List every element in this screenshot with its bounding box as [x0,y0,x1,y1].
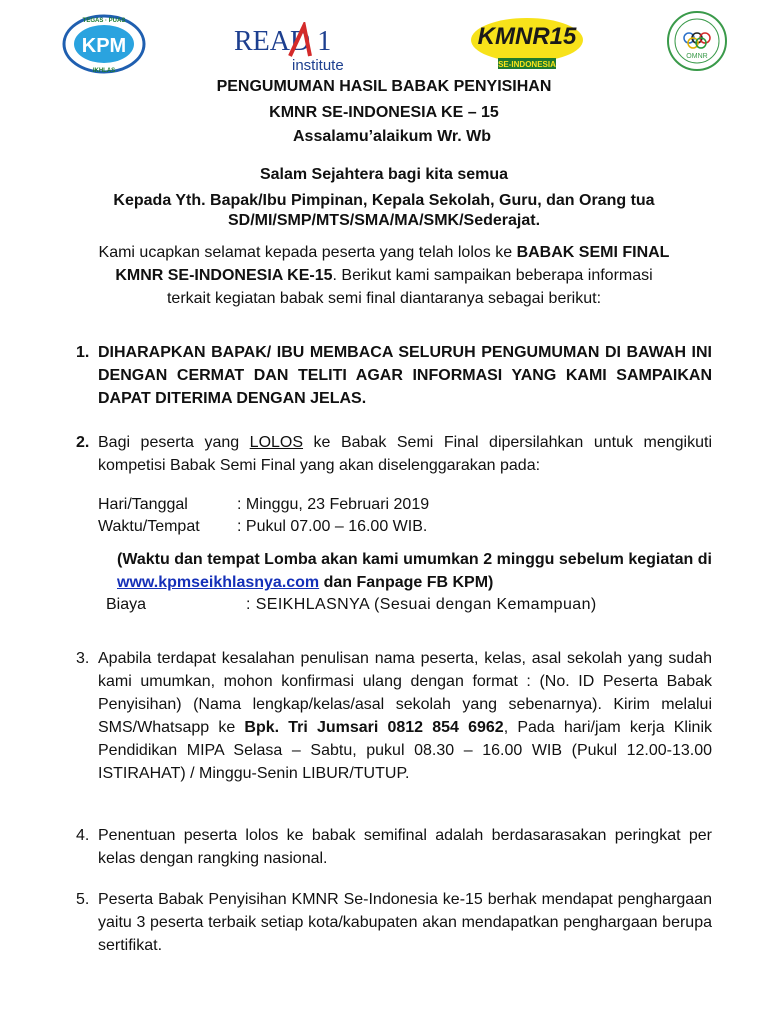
kpm-logo [60,10,148,76]
announcement-subtitle: KMNR SE-INDONESIA KE – 15 [269,104,499,121]
kmnr-logo-text: KMNR15 [477,23,577,50]
kpm-logo-text: KPM [81,35,127,57]
logo-bar [0,0,768,85]
item-4-text: Penentuan peserta lolos ke babak semifinal adalah berdasarasakan peringkat per kelas dengan rangking nasional. [98,827,712,867]
waktu-value: : Pukul 07.00 – 16.00 WIB. [237,518,428,535]
intro-line-2-bold: KMNR SE-INDONESIA KE-15 [115,267,333,284]
greeting: Assalamu’alaikum Wr. Wb [293,128,491,145]
read1-logo-sub: institute [292,57,344,74]
schedule-note-pre: (Waktu dan tempat Lomba akan kami umumkan 2 minggu sebelum kegiatan di [117,551,712,568]
item-2-lolos: LOLOS [249,434,304,451]
intro-line-3: terkait kegiatan babak semi final diantaranya sebagai berikut: [166,290,602,307]
addressee-line-2: SD/MI/SMP/MTS/SMA/MA/SMK/Sederajat. [227,212,541,229]
biaya-value: : SEIKHLASNYA (Sesuai dengan Kemampuan) [246,596,597,613]
item-5-number: 5. [76,891,90,908]
item-2-text-pre: Bagi peserta yang [98,434,250,451]
item-4-number: 4. [76,827,90,844]
kpm-logo-top-text: TEGAS · PUAS [82,18,126,24]
item-3-text-pre: Apabila terdapat kesalahan penulisan nama peserta, kelas, asal sekolah yang sudah kami umumkan, mohon konfirmasi ulang dengan format : (No. ID Peserta Babak Penyisihan) (Nama lengkap/kelas/asal sekolah yang sebenarnya). Kirim melalui SMS/Whatsapp ke [98,650,712,736]
announcement-title: PENGUMUMAN HASIL BABAK PENYISIHAN [216,78,552,95]
intro-line-1 [0,244,768,262]
waktu-label: Waktu/Tempat [98,518,200,535]
website-link[interactable]: www.kpmseikhlasnya.com [117,574,320,591]
kpm-logo-bottom-text: IKHLAS [92,68,116,74]
intro-line-2-text: . Berikut kami sampaikan beberapa informasi [332,267,653,284]
hari-label: Hari/Tanggal [98,496,188,513]
item-3-contact: Bpk. Tri Jumsari 0812 854 6962 [244,719,504,736]
salam: Salam Sejahtera bagi kita semua [259,166,509,183]
item-1-text: DIHARAPKAN BAPAK/ IBU MEMBACA SELURUH PENGUMUMAN DI BAWAH INI DENGAN CERMAT DAN TELITI AGAR INFORMASI YANG KAMI SAMPAIKAN DAPAT DITERIMA DENGAN JELAS. [98,344,712,407]
item-3-text [98,647,712,785]
schedule-note [117,548,712,594]
read1-logo-text: READ 1 [234,26,332,57]
item-3-text-post: , Pada hari/jam kerja Klinik Pendidikan MIPA Selasa – Sabtu, pukul 08.30 – 16.00 WIB (Pukul 12.00-13.00 ISTIRAHAT) / Minggu-Senin LIBUR/TUTUP. [98,719,712,782]
item-3-number: 3. [76,650,90,667]
addressee-line-1: Kepada Yth. Bapak/Ibu Pimpinan, Kepala Sekolah, Guru, dan Orang tua [113,192,655,209]
schedule-note-post: dan Fanpage FB KPM) [319,574,494,591]
item-2-text-post: ke Babak Semi Final dipersilahkan untuk mengikuti kompetisi Babak Semi Final yang akan diselenggarakan pada: [98,434,713,474]
olympiad-logo [666,10,728,72]
item-1-number: 1. [76,344,90,361]
biaya-label: Biaya [106,596,147,613]
kmnr-logo-sub: SE-INDONESIA [498,60,556,69]
read1-logo [232,22,372,74]
intro-line-1-text: Kami ucapkan selamat kepada peserta yang telah lolos ke [98,244,517,261]
olympiad-logo-sub: OMNR [686,53,708,60]
intro-line-2 [0,267,768,285]
item-2-number: 2. [76,434,90,451]
hari-value: : Minggu, 23 Februari 2019 [237,496,430,513]
item-2-text [98,431,712,477]
intro-line-1-bold: BABAK SEMI FINAL [516,244,670,261]
item-5-text: Peserta Babak Penyisihan KMNR Se-Indonesia ke-15 berhak mendapat penghargaan yaitu 3 peserta terbaik setiap kota/kabupaten akan mendapatkan penghargaan berupa sertifikat. [98,891,712,954]
kmnr-logo [468,14,586,72]
